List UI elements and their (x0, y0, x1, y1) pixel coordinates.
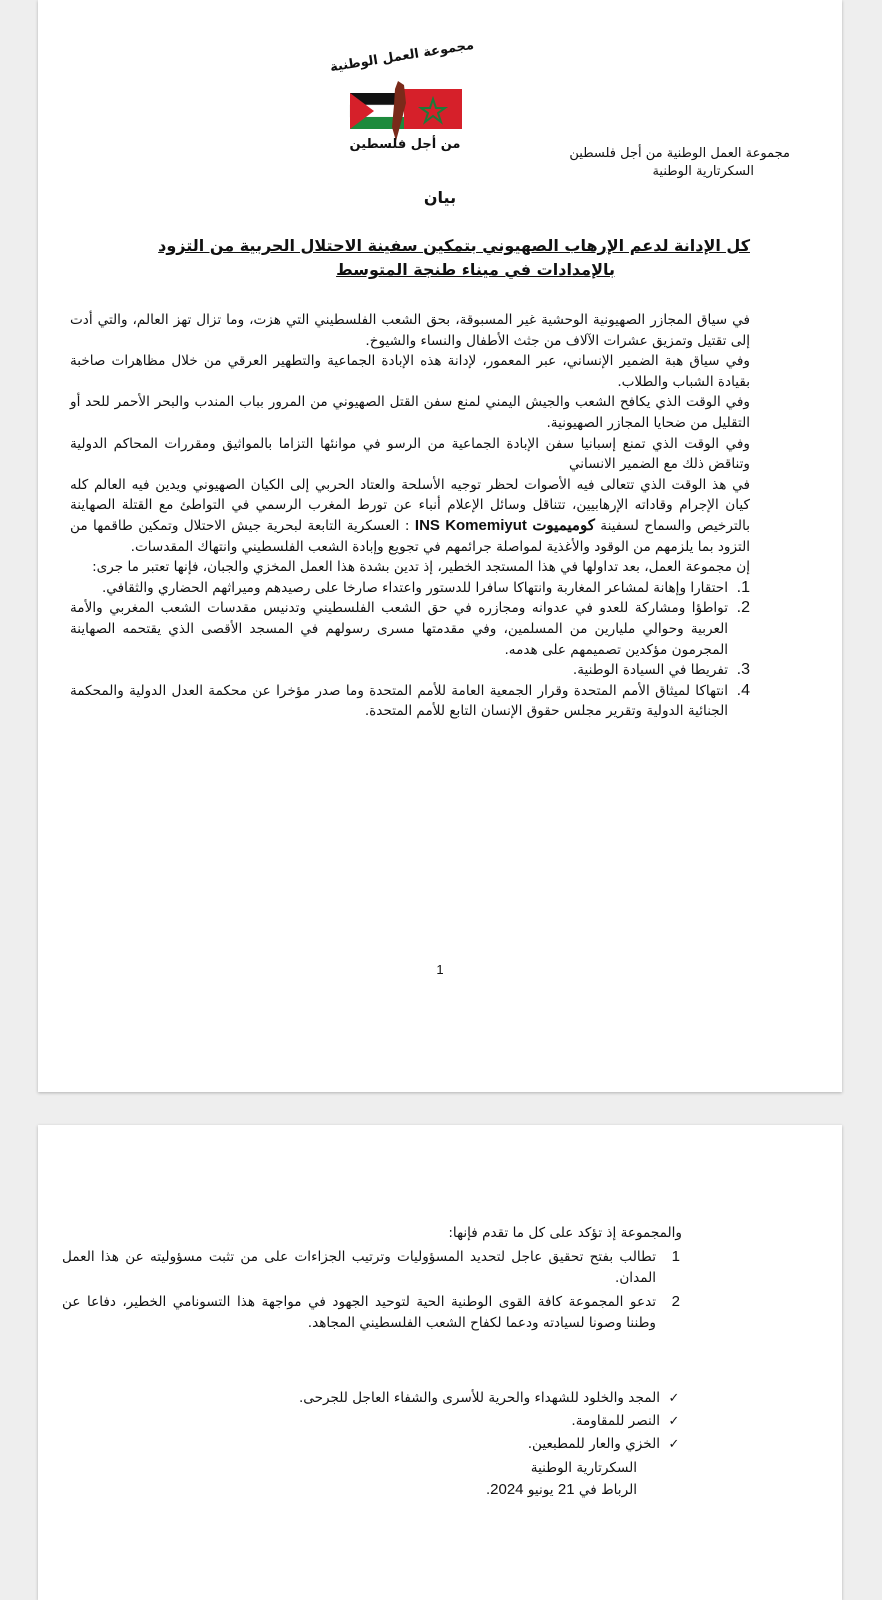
ship-name-arabic: كوميميوت (532, 516, 595, 534)
document-page-1 (38, 0, 842, 1092)
page2-intro: والمجموعة إذ تؤكد على كل ما تقدم فإنها: (448, 1225, 682, 1241)
statement-body (70, 310, 750, 722)
ship-name-english: INS Komemiyut (414, 516, 527, 534)
organization-logo (300, 37, 500, 165)
paragraph-6: إن مجموعة العمل، بعد تداولها في هذا المستجد الخطير، إذ تدين بشدة هذا العمل المخزي والجبان، فإنها تعتبر ما جرى: (92, 559, 750, 576)
date-month: يونيو (527, 1482, 554, 1498)
list-item: ✓النصر للمقاومة. (82, 1410, 682, 1433)
list-item: 4. انتهاكا لميثاق الأمم المتحدة وقرار الجمعية العامة للأمم المتحدة وما صدر مؤخرا عن محكمة العدل الدولية والمحكمة الجنائية الدولية وتقرير مجلس حقوق الإنسان التابع للأمم المتحدة. (70, 681, 750, 720)
logo-bottom-text: من أجل فلسطين (349, 137, 461, 152)
demands-list (62, 1247, 682, 1337)
signature-block (337, 1457, 637, 1501)
logo-top-text: مجموعة العمل الوطنية (329, 37, 475, 76)
slogans-list (82, 1387, 682, 1456)
checkmark-icon: ✓ (668, 1437, 680, 1452)
signature: السكرتارية الوطنية (530, 1460, 637, 1476)
paragraph-5-before: في هذ الوقت الذي تتعالى فيه الأصوات لحظر توجيه الأسلحة والعتاد الحربي إلى الكيان الصهيوني ويدين فيه العالم كله كيان الإجرام وقاداته الإرهابيين، تتناقل وسائل الإعلام أنباء عن تورط المغرب الرسمي في التواطئ مع القتلة الصهاينة بالترخيص والسماح لسفينة (70, 476, 750, 534)
condemnation-points (70, 578, 750, 722)
statement-title: بيان (423, 188, 457, 207)
list-item: 3. تفريطا في السيادة الوطنية. (572, 661, 750, 679)
morocco-flag-icon (404, 89, 462, 129)
organization-header (530, 145, 790, 181)
checkmark-icon: ✓ (668, 1391, 680, 1406)
palestine-map-icon (392, 81, 406, 141)
page-number: 1 (436, 962, 444, 977)
list-item: 1. احتقارا وإهانة لمشاعر المغاربة وانتهاكا سافرا للدستور واعتداء صارخا على رصيدهم وميراثهم الحضاري والثقافي. (101, 578, 750, 596)
paragraph-3: وفي الوقت الذي يكافح الشعب والجيش اليمني لمنع سفن القتل الصهيوني من المرور بباب المندب والبحر الأحمر للحد أو التقليل من ضحايا المجازر الصهيونية. (70, 394, 750, 431)
list-item: 2. تواطؤا ومشاركة للعدو في عدوانه ومجازره في حق الشعب الفلسطيني وتدنيس مقدسات الشعب المغربي والأمة العربية وحوالي مليارين من المسلمين، وفي مقدمتها مسرى رسولهم في المسجد الأقصى الذي يقتحمه الصهاينة المجرمون مؤكدين تصميمهم على هدمه. (70, 599, 750, 658)
statement-headline (90, 234, 750, 282)
org-name: مجموعة العمل الوطنية من أجل فلسطين (569, 146, 790, 161)
list-item: ✓المجد والخلود للشهداء والحرية للأسرى والشفاء العاجل للجرحى. (82, 1387, 682, 1410)
headline-line-2: بالإمدادات في ميناء طنجة المتوسط (336, 260, 615, 279)
list-item: 2 تدعو المجموعة كافة القوى الوطنية الحية لتوحيد الجهود في مواجهة هذا التسونامي الخطير، دفاعا عن وطننا وصونا لسيادته ودعما لكفاح الشعب الفلسطيني المجاهد. (62, 1293, 680, 1331)
date-year: .2024 (485, 1481, 524, 1498)
list-item: ✓الخزي والعار للمطبعين. (82, 1433, 682, 1456)
paragraph-5 (70, 475, 750, 557)
paragraph-1: في سياق المجازر الصهيونية الوحشية غير المسبوقة، بحق الشعب الفلسطيني التي هزت، وما تزال تهز العالم، والتي أدت إلى تقتيل وتمزيق عشرات الآلاف من جثث الأطفال والنساء والشيوخ. (70, 312, 750, 349)
date-day: 21 (557, 1481, 575, 1498)
document-page-2 (38, 1125, 842, 1600)
list-item: 1 تطالب بفتح تحقيق عاجل لتحديد المسؤوليات وترتيب الجزاءات على من تثبت مسؤوليته عن هذا العمل المدان. (62, 1248, 680, 1286)
checkmark-icon: ✓ (668, 1414, 680, 1429)
org-secretariat: السكرتارية الوطنية (652, 164, 754, 179)
headline-line-1: كل الإدانة لدعم الإرهاب الصهيوني بتمكين سفينة الاحتلال الحربية من التزود (158, 236, 750, 255)
paragraph-5-after: : العسكرية التابعة لبحرية جيش الاحتلال وتمكين طاقمها من التزود بما يلزمهم من الوقود والأغذية لمواصلة جرائمهم في تجويع وإبادة الشعب الفلسطيني وانتهاك المقدسات. (70, 517, 750, 555)
date-line: الرباط في 21 يونيو .2024 (485, 1481, 637, 1498)
paragraph-2: وفي سياق هبة الضمير الإنساني، عبر المعمور، لإدانة هذه الإبادة الجماعية والتطهير العرقي من خلال مظاهرات صاخبة بقيادة الشباب والطلاب. (70, 353, 750, 390)
paragraph-4: وفي الوقت الذي تمنع إسبانيا سفن الإبادة الجماعية من الرسو في موانئها التزاما بالمواثيق ومقررات المحاكم الدولية وتناقض ذلك مع الضمير الانساني (70, 435, 750, 473)
